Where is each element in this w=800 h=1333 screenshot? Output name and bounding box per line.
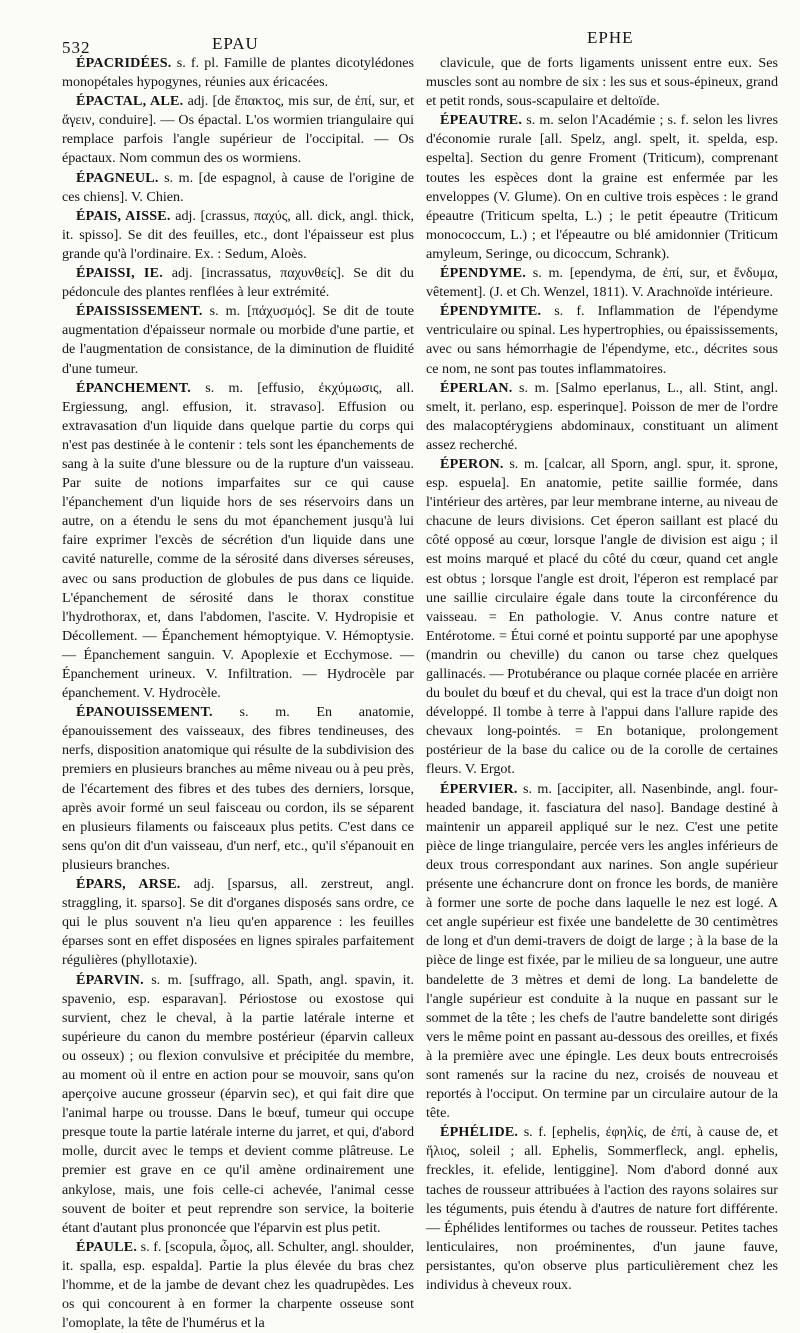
entry-text: s. m. [effusio, ἐκχύμωσις, all. Ergiessung, angl. effusion, it. stravaso]. Effusion ou extravasation d'un liquide dans quelque partie du corps qui n'est pas destinée à le contenir : tels sont les épanchements de sang à la suite d'une blessure ou de la rupture d'un vaisseau. Par suite de notions imparfaites sur ce qui cause l'épanchement d'un liquide hors de ses réservoirs dans un autre, on a étendu le sens du mot épanchement jusqu'à lui faire exprimer l'excès de sécrétion d'un liquide dans une cavité naturelle, comme de la sérosité dans diverses séreuses, avec ou sans production de globules de pus dans ce liquide. L'épanchement de sérosité dans le thorax constitue l'hydrothorax, et, dans l'abdomen, l'ascite. V. Hydropisie et Décollement. — Épanchement hémoptyique. V. Hémoptysie. — Épanchement sanguin. V. Apoplexie et Ecchymose. — Épanchement urineux. V. Infiltration. — Hydrocèle par épanchement. V. Hydrocèle. <box>62 379 414 702</box>
dictionary-entry <box>62 1238 414 1333</box>
entry-text: adj. [crassus, παχύς, all. dick, angl. thick, it. spisso]. Se dit des feuilles, etc., dont l'épaisseur est plus grande qu'à l'ordinaire. Ex. : Sedum, Aloès. <box>62 207 414 262</box>
entry-headword: ÉPACTAL, ALE. <box>76 93 184 110</box>
dictionary-entry <box>62 92 414 168</box>
entry-text: clavicule, que de forts ligaments unissent entre eux. Ses muscles sont au nombre de six : les sus et sous-épineux, grand et petit ronds, sous-scapulaire et deltoïde. <box>426 55 778 110</box>
dictionary-entry <box>426 379 778 455</box>
dictionary-entry <box>62 264 414 302</box>
columns <box>62 54 778 1333</box>
entry-text: s. m. [de espagnol, à cause de l'origine de ces chiens]. V. Chien. <box>62 169 414 205</box>
entry-headword: ÉPAISSI, IE. <box>76 265 163 282</box>
entry-headword: ÉPERON. <box>440 455 504 472</box>
entry-text: s. m. [Salmo eperlanus, L., all. Stint, angl. smelt, it. perlano, esp. esperinque]. Poisson de mer de l'ordre des malacoptérygiens abdominaux, constituant un aliment assez recherché. <box>426 379 778 453</box>
entry-text: s. m. [ependyma, de ἐπί, sur, et ἔνδυμα, vêtement]. (J. et Ch. Wenzel, 1811). V. Arachnoïde intérieure. <box>426 265 778 301</box>
dictionary-entry <box>62 169 414 207</box>
entry-text: adj. [de ἔπακτος, mis sur, de ἐπί, sur, et ἄγειν, conduire]. — Os épactal. L'os wormien triangulaire qui remplace parfois l'angle supérieur de l'occipital. — Os épactaux. Nom commun des os wormiens. <box>62 93 414 167</box>
dictionary-entry <box>426 111 778 264</box>
entry-text: adj. [sparsus, all. zerstreut, angl. straggling, it. sparso]. Se dit d'organes disposés sans ordre, ce qui le plus souvent n'a lieu qu'en apparence : les feuilles éparses sont en effet disposées en lignes spirales parfaitement régulières (phyllotaxie). <box>62 876 414 969</box>
entry-headword: ÉPAGNEUL. <box>76 169 159 186</box>
entry-text: s. m. selon l'Académie ; s. f. selon les livres d'économie rurale [all. Spelz, angl. spelt, it. spelda, esp. espelta]. Section du genre Froment (Triticum), comprenant toutes les espèces dont la graine est enfermée par les enveloppes (V. Glume). On en cultive trois espèces : le grand épeautre (Triticum spelta, L.) ; le petit épeautre (Triticum monococcum, L.) ; et l'épeautre ou blé amidonnier (Triticum amyleum, Seringe, ou dicoccum, Schrank). <box>426 112 778 262</box>
entry-text: s. f. [scopula, ὦμος, all. Schulter, angl. shoulder, it. spalla, esp. espalda]. Partie la plus élevée du bras chez l'homme, et de la jambe de devant chez les quadrupèdes. Les os qui concourent à en former la charpente osseuse sont l'omoplate, la tête de l'humérus et la <box>62 1238 414 1332</box>
dictionary-entry <box>426 455 778 780</box>
entry-headword: ÉPANCHEMENT. <box>76 379 192 396</box>
entry-headword: ÉPERVIER. <box>440 780 518 797</box>
entry-headword: ÉPAULE. <box>76 1238 138 1255</box>
dictionary-entry <box>426 54 778 111</box>
dictionary-entry <box>62 703 414 875</box>
entry-headword: ÉPAIS, AISSE. <box>76 207 171 224</box>
entry-headword: ÉPARS, ARSE. <box>76 876 181 893</box>
page-header <box>62 20 778 57</box>
entry-text: s. m. [suffrago, all. Spath, angl. spavin, it. spavenio, esp. esparavan]. Périostose ou exostose qui survient, chez le cheval, à la partie latérale interne et supérieure du canon du membre postérieur (éparvin calleux ou osseux) ; ou flexion convulsive et précipitée du membre, au moment où il entre en action pour se mouvoir, sans qu'on aperçoive aucune grosseur (éparvin sec), et qui fait dire que l'animal harpe ou trousse. Dans le bœuf, tumeur qui occupe presque toute la partie latérale interne du jarret, et qui, d'abord molle, durcit avec le temps et devient comme plâtreuse. Le premier est grave en ce qu'il amène ordinairement une ankylose, mais, une fois celle-ci achevée, l'animal cesse souvent de boiter et peut reprendre son service, la boiterie étant d'autant plus prononcée que l'éparvin est plus petit. <box>62 971 414 1236</box>
dictionary-entry <box>426 1123 778 1295</box>
right-column <box>426 54 778 1333</box>
entry-text: s. m. [calcar, all Sporn, angl. spur, it. sprone, esp. espuela]. En anatomie, petite saillie formée, dans l'intérieur des artères, par leur membrane interne, au niveau de chacune de leurs divisions. Cet éperon saillant est placé du côté opposé au cœur, lorsque l'angle de division est aigu ; il est moins marqué et placé du côté du cœur, quand cet angle est obtus ; lorsque l'angle est droit, l'éperon est remplacé par une saillie circulaire égale dans toute la circonférence du vaisseau. = En pathologie. V. Anus contre nature et Entérotome. = Étui corné et pointu supporté par une apophyse (mandrin ou cheville) du canon ou tarse chez quelques gallinacés. — Protubérance ou plaque cornée placée en arrière du boulet du bœuf et du cheval, qui est la trace d'un doigt non développé. Il tombe à terre à l'appui dans l'allure rapide des chevaux long-pointés. = En botanique, prolongement postérieur de la base du calice ou de la corolle de certaines fleurs. V. Ergot. <box>426 455 778 778</box>
entry-headword: ÉPHÉLIDE. <box>440 1124 519 1141</box>
entry-text: s. m. [accipiter, all. Nasenbinde, angl. four-headed bandage, it. fasciatura del naso]. Bandage destiné à maintenir un appareil appliqué sur le nez. C'est une petite pièce de linge triangulaire, percée vers les angles inférieurs de deux trous correspondant aux narines. Son angle supérieur présente une échancrure dont on fronce les bords, de manière à former une sorte de poche dans laquelle le nez est logé. A cet angle supérieur est fixée une bandelette de 30 centimètres de long et d'un demi-travers de doigt de large ; à la base de la pièce de linge est fixée, par le milieu de sa longueur, une autre bandelette de 3 mètres et demi de long. La bandelette de l'angle supérieur est conduite à la nuque en passant sur le sommet de la tête ; les chefs de l'autre bandelette sont dirigés vers le même point en passant au-dessous des oreilles, et fixés à la première avec une épingle. Les deux bouts entrecroisés sont ramenés sur la racine du nez, croisés de nouveau et reportés à l'occiput. On termine par un circulaire autour de la tête. <box>426 780 778 1122</box>
entry-headword: ÉPARVIN. <box>76 971 144 988</box>
entry-headword: ÉPANOUISSEMENT. <box>76 704 213 721</box>
dictionary-entry <box>62 875 414 970</box>
running-head-right: EPHE <box>587 28 634 47</box>
left-column <box>62 54 414 1333</box>
dictionary-entry <box>62 302 414 378</box>
entry-headword: ÉPENDYME. <box>440 265 526 282</box>
entry-headword: ÉPACRIDÉES. <box>76 55 172 71</box>
entry-text: s. f. [ephelis, ἐφηλίς, de ἐπί, à cause de, et ἥλιος, soleil ; all. Ephelis, Sommerfleck, angl. ephelis, freckles, it. efelide, lentiggine]. Nom d'abord donné aux taches de rousseur attribuées à l'action des rayons solaires sur les téguments, puis étendu à d'autres de nature fort différente. — Éphélides lentiformes ou taches de rousseur. Petites taches lenticulaires, non proéminentes, d'un jaune fauve, persistantes, qu'on observe plus particulièrement chez les individus à cheveux roux. <box>426 1124 778 1293</box>
running-head-left: EPAU <box>212 34 259 53</box>
dictionary-entry <box>62 379 414 704</box>
entry-text: s. f. pl. Famille de plantes dicotylédones monopétales hypogynes, réunies aux éricacées. <box>62 55 414 91</box>
dictionary-entry <box>62 54 414 92</box>
entry-text: s. f. Inflammation de l'épendyme ventriculaire ou spinal. Les hypertrophies, ou épaississements, avec ou sans hémorrhagie de l'épendyme, etc., décrites sous ce nom, ne sont pas toutes inflammatoires. <box>426 303 778 377</box>
entry-headword: ÉPEAUTRE. <box>440 112 523 129</box>
entry-text: s. m. En anatomie, épanouissement des vaisseaux, des fibres tendineuses, des nerfs, disposition anatomique qui résulte de la subdivision des premiers en plusieurs branches au même niveau ou à peu près, de l'écartement des fibres et des tubes des derniers, lorsque, après avoir formé un seul faisceau ou cordon, ils se séparent en plusieurs filaments ou faisceaux plus petits. C'est dans ce sens qu'on dit d'un vaisseau, d'un nerf, etc., qu'il s'épanouit en plusieurs branches. <box>62 704 414 873</box>
entry-headword: ÉPERLAN. <box>440 379 513 396</box>
dictionary-entry <box>426 780 778 1124</box>
entry-headword: ÉPAISSISSEMENT. <box>76 303 203 320</box>
entry-text: adj. [incrassatus, παχυνθείς]. Se dit du pédoncule des plantes renflées à leur extrémité. <box>62 265 414 301</box>
dictionary-entry <box>62 207 414 264</box>
dictionary-entry <box>426 264 778 302</box>
entry-text: s. m. [πάχυσμός]. Se dit de toute augmentation d'épaisseur normale ou morbide d'une partie, et de l'augmentation de consistance, de la diminution de fluidité d'une tumeur. <box>62 303 414 377</box>
entry-headword: ÉPENDYMITE. <box>440 303 542 320</box>
dictionary-entry <box>426 302 778 378</box>
page-number: 532 <box>62 38 91 57</box>
